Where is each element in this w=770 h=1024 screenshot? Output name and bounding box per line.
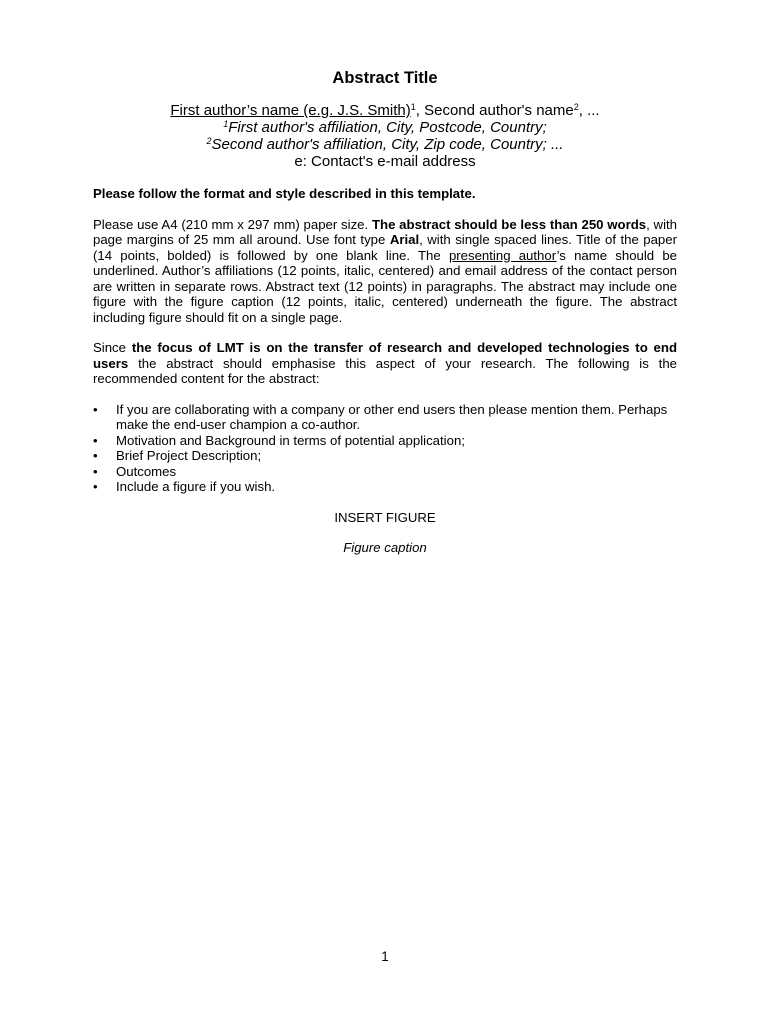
affiliation-1-superscript: 1: [223, 119, 229, 129]
focus-text-1: Since: [93, 340, 132, 355]
affiliation-2-text: Second author's affiliation, City, Zip code, Country; ...: [211, 136, 564, 153]
affiliation-1: [93, 119, 677, 136]
bullet-icon: •: [93, 479, 98, 494]
bullet-icon: •: [93, 448, 98, 463]
list-item: [93, 464, 677, 480]
list-item-text: Motivation and Background in terms of potential application;: [116, 432, 465, 448]
list-item-text: Brief Project Description;: [116, 448, 262, 463]
focus-bold-text: the focus of LMT is on the transfer of research and developed technologies to end users: [93, 340, 678, 371]
page-number: 1: [381, 949, 389, 964]
bullet-icon: •: [93, 463, 98, 479]
abstract-title: Abstract Title: [332, 69, 438, 87]
instruction-paragraph: [93, 186, 677, 202]
instruction-text: Please follow the format and style described in this template.: [93, 186, 476, 201]
second-author-name: , Second author's name: [415, 102, 574, 119]
contact-email: e: Contact's e-mail address: [294, 153, 476, 170]
format-text-2: , with page margins of 25 mm all around. Use font type: [93, 216, 678, 247]
format-text-1: Please use A4 (210 mm x 297 mm) paper size.: [93, 216, 372, 232]
focus-text-2: the abstract should emphasise this aspect of your research. The following is the recommended content for the abstract:: [93, 355, 677, 386]
first-author-superscript: 1: [410, 102, 416, 112]
list-item: [93, 448, 677, 464]
format-text-4: ’s name should be underlined. Author’s affiliations (12 points, italic, centered) and email address of the contact person are written in separate rows. Abstract text (12 points) in paragraphs. The abstract may include one figure with the figure caption (12 points, italic, centered) underneath the figure. The abstract including figure should fit on a single page.: [93, 247, 678, 325]
list-item-text: Outcomes: [116, 463, 177, 479]
affiliation-1-text: First author's affiliation, City, Postcode, Country;: [228, 119, 547, 136]
author-block: [93, 102, 677, 170]
format-underlined-presenting-author: presenting author: [448, 247, 557, 263]
author-ellipsis: , ...: [578, 102, 600, 119]
content-bullet-list: [93, 402, 677, 495]
list-item-text: Include a figure if you wish.: [116, 479, 276, 494]
list-item: [93, 433, 677, 449]
focus-paragraph: [93, 340, 677, 387]
bullet-icon: •: [93, 401, 98, 417]
first-author-name: First author’s name (e.g. J.S. Smith): [170, 102, 411, 119]
affiliation-2: [93, 136, 677, 153]
format-paragraph: [93, 217, 677, 326]
format-bold-font: Arial: [389, 232, 420, 247]
list-item: [93, 479, 677, 495]
figure-caption: Figure caption: [343, 540, 427, 555]
document-page: [93, 66, 677, 556]
format-bold-word-limit: The abstract should be less than 250 words: [371, 216, 647, 232]
affiliation-2-superscript: 2: [206, 136, 212, 146]
bullet-icon: •: [93, 432, 98, 448]
list-item: [93, 402, 677, 433]
list-item-text: If you are collaborating with a company or other end users then please mention them. Perhaps make the end-user champion a co-author.: [116, 401, 668, 432]
second-author-superscript: 2: [573, 102, 579, 112]
figure-placeholder: INSERT FIGURE: [334, 509, 436, 525]
author-line: [93, 102, 677, 119]
format-text-3: , with single spaced lines. Title of the paper (14 points, bolded) is followed by one blank line. The: [93, 232, 677, 263]
